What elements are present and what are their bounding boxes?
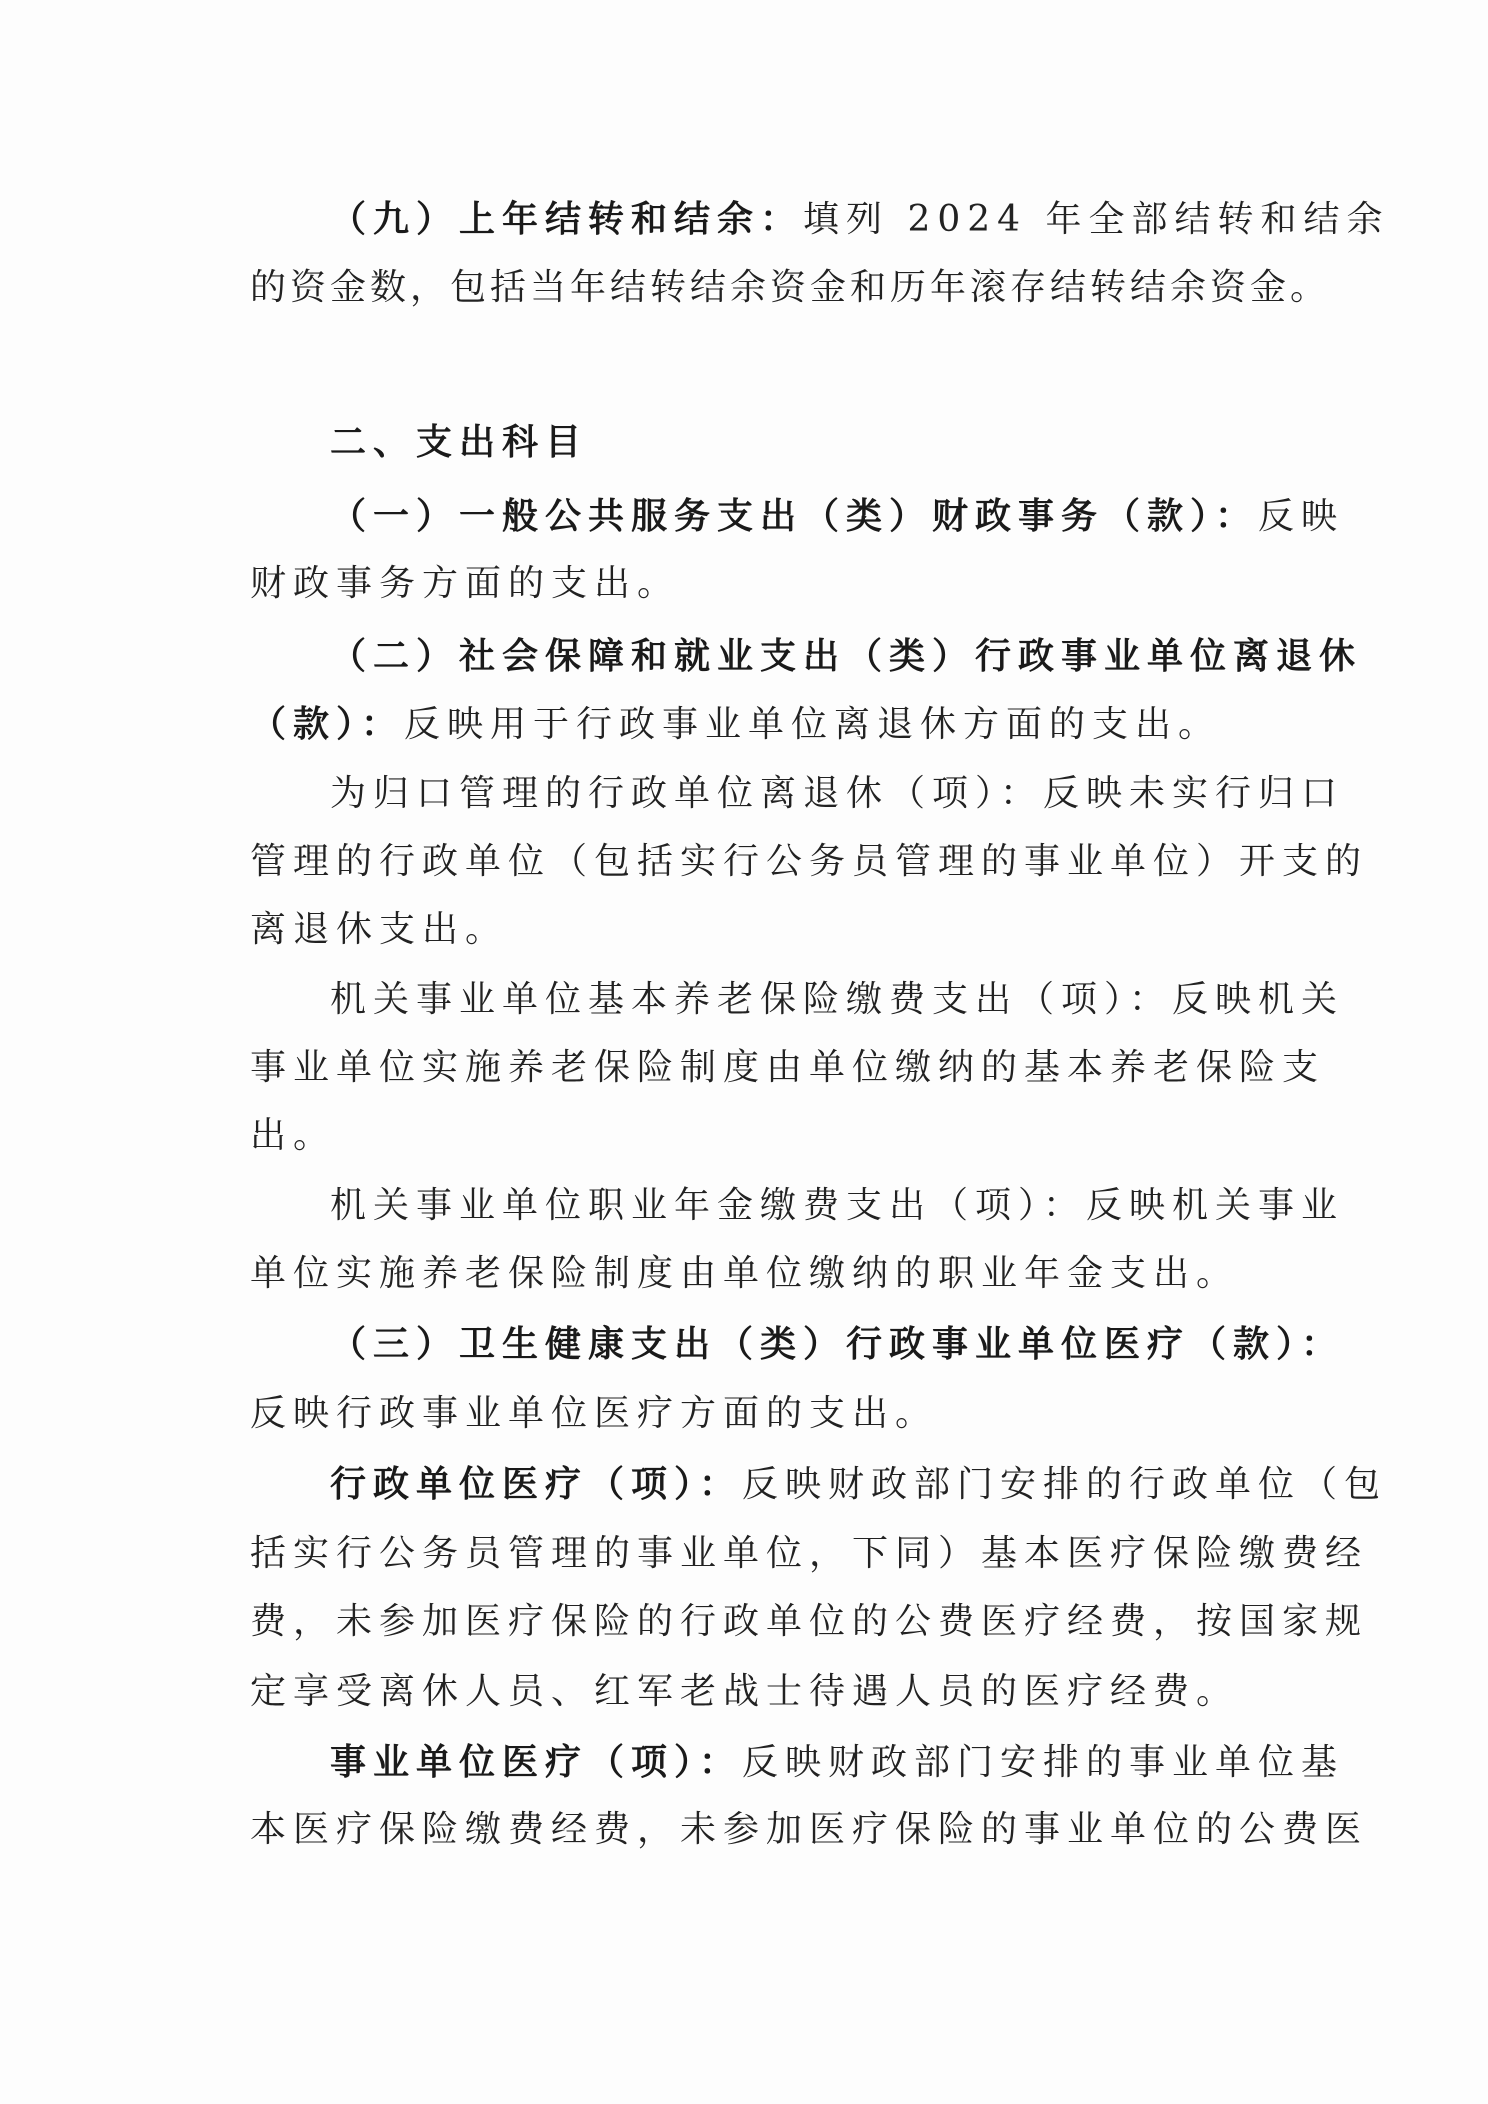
- item-2-line-1: （二）社会保障和就业支出（类）行政事业单位离退休: [330, 635, 1363, 677]
- item-3a-line-4: 定享受离休人员、红军老战士待遇人员的医疗经费。: [250, 1671, 1240, 1712]
- item-1-line-2: 财政事务方面的支出。: [250, 563, 681, 604]
- item-2c-line-2: 单位实施养老保险制度由单位缴纳的职业年金支出。: [250, 1253, 1240, 1294]
- item-1-text: 反映: [1258, 496, 1345, 537]
- item-3b-heading: 事业单位医疗（项）：: [330, 1741, 743, 1783]
- item-1-line-1: [0, 492, 1488, 541]
- item-3b-text: 反映财政部门安排的事业单位基: [742, 1742, 1345, 1783]
- item-2-text: 反映用于行政事业单位离退休方面的支出。: [404, 704, 1222, 745]
- item-1-heading: （一）一般公共服务支出（类）财政事务（款）：: [330, 495, 1259, 537]
- item-2a-line-2: 管理的行政单位（包括实行公务员管理的事业单位）开支的: [250, 841, 1369, 882]
- item-3a-line-3: 费，未参加医疗保险的行政单位的公费医疗经费，按国家规: [250, 1601, 1369, 1642]
- item-2c-line-1: 机关事业单位职业年金缴费支出（项）：反映机关事业: [330, 1185, 1345, 1226]
- paragraph-9-text: 填列 2024 年全部结转和结余: [803, 199, 1390, 240]
- item-3a-heading: 行政单位医疗（项）：: [330, 1463, 743, 1505]
- item-2a-line-1: 为归口管理的行政单位离退休（项）：反映未实行归口: [330, 773, 1345, 814]
- paragraph-9-line-1: [0, 195, 1488, 244]
- item-2-line-2: [0, 700, 1488, 749]
- item-3b-line-2: 本医疗保险缴费经费，未参加医疗保险的事业单位的公费医: [250, 1809, 1369, 1850]
- paragraph-9-heading: （九）上年结转和结余：: [330, 198, 804, 240]
- item-3-line-1: （三）卫生健康支出（类）行政事业单位医疗（款）：: [330, 1323, 1345, 1365]
- paragraph-9-line-2: 的资金数，包括当年结转结余资金和历年滚存结转结余资金。: [250, 267, 1331, 308]
- item-2a-line-3: 离退休支出。: [250, 909, 509, 950]
- item-2-heading-end: （款）：: [250, 703, 405, 745]
- item-2b-line-3: 出。: [250, 1115, 337, 1156]
- section-2-title: 二、支出科目: [330, 421, 589, 463]
- item-2b-line-2: 事业单位实施养老保险制度由单位缴纳的基本养老保险支: [250, 1047, 1326, 1088]
- item-3-line-2: 反映行政事业单位医疗方面的支出。: [250, 1393, 939, 1434]
- item-2b-line-1: 机关事业单位基本养老保险缴费支出（项）：反映机关: [330, 979, 1345, 1020]
- item-3b-line-1: [0, 1738, 1488, 1787]
- item-3a-text: 反映财政部门安排的行政单位（包: [742, 1464, 1388, 1505]
- item-3a-line-2: 括实行公务员管理的事业单位，下同）基本医疗保险缴费经: [250, 1533, 1369, 1574]
- item-3a-line-1: [0, 1460, 1488, 1509]
